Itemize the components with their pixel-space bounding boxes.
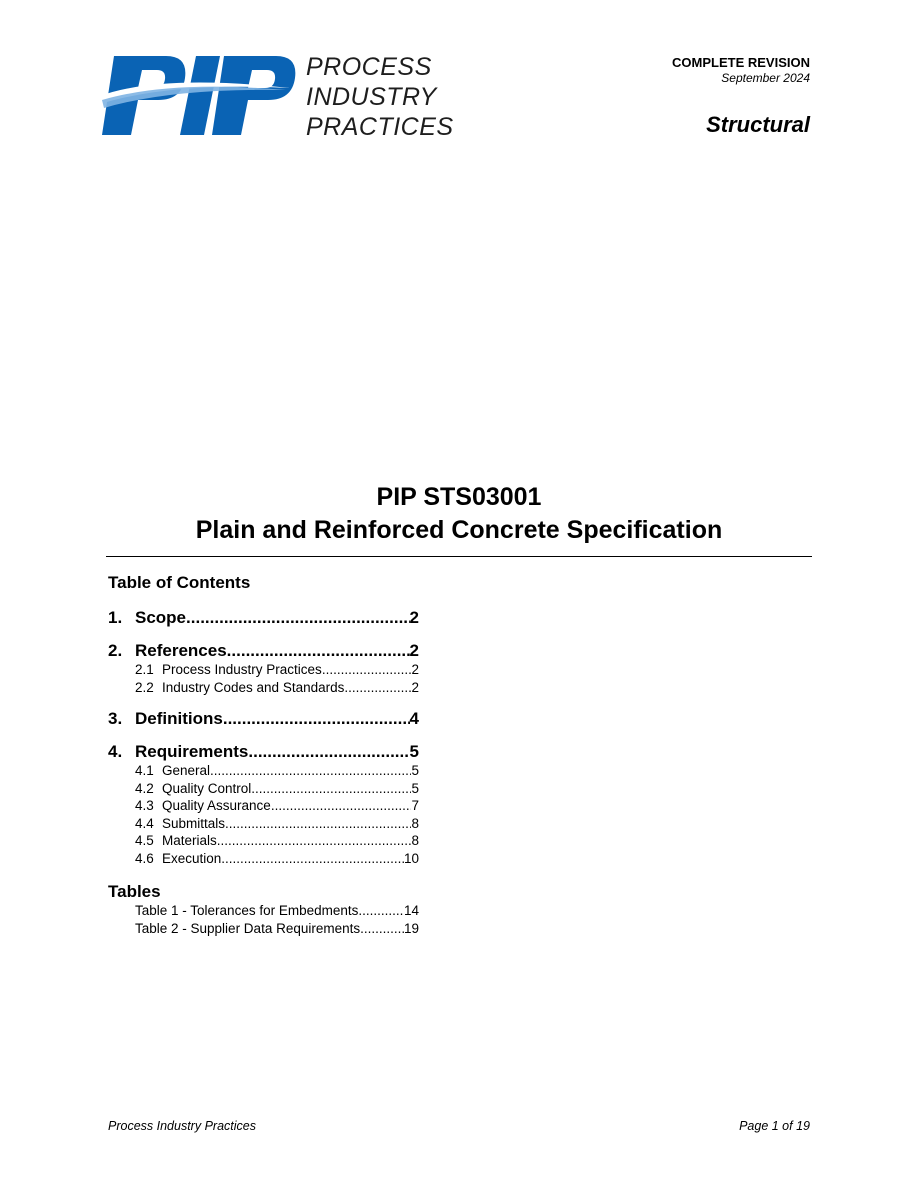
revision-status: COMPLETE REVISION <box>672 55 810 70</box>
toc-section-page: 2 <box>409 608 419 627</box>
toc-table-label: Table 1 - Tolerances for Embedments <box>135 903 359 918</box>
toc-leader <box>251 780 411 798</box>
toc-section-page: 4 <box>409 709 419 728</box>
document-name: Plain and Reinforced Concrete Specification <box>195 516 723 544</box>
toc-section-number: 4. <box>108 742 123 761</box>
pip-logo-mark <box>100 52 296 138</box>
toc-leader <box>322 661 412 679</box>
footer-page-number: Page 1 of 19 <box>739 1119 810 1133</box>
toc-section-label: Scope <box>135 608 187 627</box>
toc-leader <box>186 607 410 628</box>
toc-leader <box>210 762 411 780</box>
toc-leader <box>358 902 404 920</box>
toc-section-definitions[interactable] <box>108 708 419 729</box>
toc-table-page: 19 <box>403 920 419 936</box>
toc-subsection-label: Process Industry Practices <box>162 662 322 677</box>
category-label: Structural <box>706 112 810 137</box>
toc-subsection-page: 7 <box>411 798 419 813</box>
revision-block <box>672 55 810 86</box>
tables-heading: Tables <box>108 882 161 901</box>
toc-subsection-label: Materials <box>162 833 217 848</box>
toc-subsection[interactable] <box>135 850 419 868</box>
table-of-contents <box>108 607 419 937</box>
toc-subsection-label: General <box>162 763 211 778</box>
toc-subsection-page: 5 <box>411 763 419 778</box>
document-title <box>0 481 918 547</box>
document-number: PIP STS03001 <box>376 483 542 511</box>
toc-table-entry[interactable] <box>108 920 419 938</box>
toc-section-number: 2. <box>108 641 123 660</box>
toc-leader <box>248 741 409 762</box>
toc-table-entry[interactable] <box>108 902 419 920</box>
toc-subsection-number: 4.4 <box>135 815 154 831</box>
toc-leader <box>223 708 410 729</box>
toc-subsection-label: Execution <box>162 850 222 866</box>
toc-subsection-number: 4.6 <box>135 850 154 866</box>
toc-subsection-number: 2.2 <box>135 679 154 695</box>
toc-subsection-label: Submittals <box>162 815 226 831</box>
toc-section-label: References <box>135 641 227 660</box>
toc-leader <box>221 850 404 868</box>
toc-leader <box>217 832 412 850</box>
logo-line-process: PROCESS <box>306 53 432 81</box>
toc-leader <box>227 640 410 661</box>
title-divider <box>106 556 812 557</box>
toc-leader <box>344 679 411 697</box>
footer-publisher: Process Industry Practices <box>108 1119 256 1133</box>
toc-leader <box>360 920 404 938</box>
revision-date: September 2024 <box>721 71 810 85</box>
toc-subsection-number: 4.5 <box>135 833 154 848</box>
toc-subsection-number: 2.1 <box>135 662 154 677</box>
toc-subsection-label: Quality Assurance <box>162 798 271 813</box>
toc-section-label: Definitions <box>135 709 223 728</box>
toc-section-number: 3. <box>108 709 123 728</box>
toc-section-requirements[interactable] <box>108 741 419 762</box>
toc-section-page: 2 <box>409 641 419 660</box>
toc-section-page: 5 <box>409 742 419 761</box>
logo-line-industry: INDUSTRY <box>306 83 437 111</box>
toc-subsection[interactable] <box>135 661 419 679</box>
toc-leader <box>225 815 411 833</box>
toc-subsection-page: 10 <box>403 850 419 866</box>
toc-heading: Table of Contents <box>108 573 251 592</box>
toc-section-number: 1. <box>108 608 123 627</box>
toc-subsection[interactable] <box>135 780 419 798</box>
toc-section-label: Requirements <box>135 742 249 761</box>
toc-subsection-page: 8 <box>411 833 419 848</box>
toc-subsection-page: 2 <box>411 679 419 695</box>
toc-subsection[interactable] <box>135 815 419 833</box>
toc-leader <box>271 797 412 815</box>
toc-subsection-number: 4.1 <box>135 763 154 778</box>
toc-subsection-page: 8 <box>411 815 419 831</box>
pip-logo <box>100 52 460 142</box>
toc-subsection-page: 2 <box>411 662 419 677</box>
toc-subsection[interactable] <box>135 679 419 697</box>
toc-section-scope[interactable] <box>108 607 419 628</box>
toc-subsection-page: 5 <box>411 780 419 796</box>
toc-table-page: 14 <box>403 903 419 918</box>
logo-wordmark <box>306 52 454 142</box>
toc-table-label: Table 2 - Supplier Data Requirements <box>135 920 361 936</box>
toc-subsection[interactable] <box>135 797 419 815</box>
toc-subsection-label: Quality Control <box>162 780 252 796</box>
toc-subsection[interactable] <box>135 832 419 850</box>
toc-subsection[interactable] <box>135 762 419 780</box>
toc-subsection-number: 4.2 <box>135 780 154 796</box>
toc-section-references[interactable] <box>108 640 419 661</box>
toc-subsection-number: 4.3 <box>135 798 154 813</box>
toc-subsection-label: Industry Codes and Standards <box>162 679 345 695</box>
logo-line-practices: PRACTICES <box>306 113 454 141</box>
